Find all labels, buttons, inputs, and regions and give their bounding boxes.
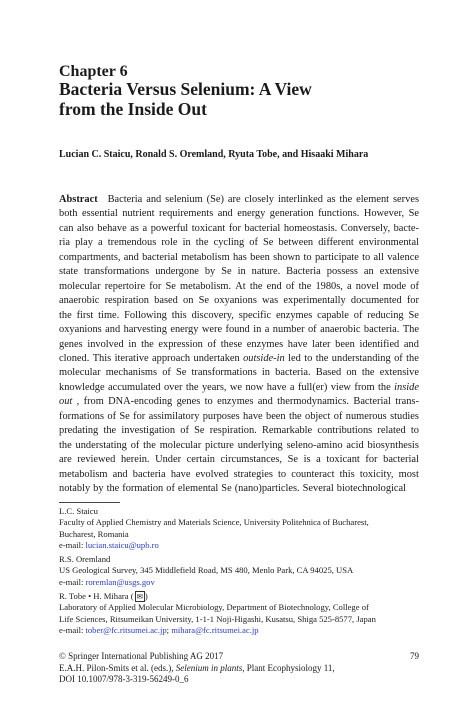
affiliation-line: Bucharest, Romania xyxy=(59,528,129,539)
abstract-line: ria play a tremendous role in the cycling of Se between different environmental xyxy=(59,237,419,249)
page-footer xyxy=(59,651,419,686)
affiliation-name: R. Tobe • H. Mihara xyxy=(59,591,129,601)
abstract-line: compartments, and bacterial metabolism has been shown to participate to all valence xyxy=(59,251,419,263)
affiliation-tobe-mihara xyxy=(59,591,439,637)
abstract-line: cloned. This iterative approach undertaken outside-in led to the understanding of the xyxy=(59,352,419,364)
abstract-line: notably by the formation of elemental Se (nano)particles. Several biotechnological xyxy=(59,483,407,495)
abstract-line: knowledge accumulated over the years, we now have a full(er) view from the inside xyxy=(59,381,419,393)
abstract-heading: Abstract xyxy=(59,194,98,205)
email-link[interactable]: lucian.staicu@upb.ro xyxy=(85,540,159,551)
abstract-line: metabolism and bacteria have evolved strategies to counteract this toxicity, most xyxy=(59,468,419,480)
abstract-line: anaerobic respiration based on Se oxyanions was experimentally documented for xyxy=(59,295,419,307)
affiliation-line: Faculty of Applied Chemistry and Materials Science, University Politehnica of Bucharest, xyxy=(59,517,369,528)
abstract-line: oxyanions and harvesting energy were found in a number of anaerobic bacteria. The xyxy=(59,324,419,336)
footer-row xyxy=(59,651,419,663)
email-line xyxy=(59,540,439,551)
abstract-line: can also behave as a powerful toxicant for bacterial homeostasis. Conversely, bacte- xyxy=(59,222,419,234)
affiliation-name: L.C. Staicu xyxy=(59,506,98,516)
email-link[interactable]: mihara@fc.ritsumei.ac.jp xyxy=(171,625,259,636)
title-line: from the Inside Out xyxy=(59,99,207,119)
copyright: © Springer International Publishing AG 2017 xyxy=(59,651,224,661)
email-label: e-mail: xyxy=(59,625,84,636)
citation-prefix: E.A.H. Pilon-Smits et al. (eds.), xyxy=(59,662,174,673)
abstract-line: molecular mechanisms of Se transformations in bacteria. Based on the extensive xyxy=(59,367,419,379)
email-label: e-mail: xyxy=(59,540,84,551)
affiliation-staicu xyxy=(59,506,439,552)
abstract-line: the first time. Following this discovery, specific enzymes capable of reducing Se xyxy=(59,309,419,321)
abstract-line: state transformations undergone by Se in nature. Bacteria possess an extensive xyxy=(59,266,419,278)
abstract-line: out , from DNA-encoding genes to enzymes and thermodynamics. Bacterial trans- xyxy=(59,396,419,408)
footnote-rule xyxy=(59,502,120,503)
abstract-line: genes involved in the expression of these enzymes have later been identified and xyxy=(59,338,419,350)
abstract-line: the understating of the molecular picture underlying seleno-amino acid biosynthesis xyxy=(59,439,419,451)
chapter-label: Chapter 6 xyxy=(59,63,128,80)
affiliation-line: Life Sciences, Ritsumeikan University, 1-1-1 Noji-Higashi, Kusatsu, Shiga 525-8577, Japan xyxy=(59,613,376,624)
abstract-line: formations of Se for assimilatory purposes have been the object of numerous studies xyxy=(59,410,419,422)
abstract-line: molecular repertoire for Se metabolism. At the end of the 1980s, a novel mode of xyxy=(59,280,419,292)
abstract-line: predating the investigation of Se respiration. Remarkable contributions related to xyxy=(59,425,419,437)
affiliation-line: Laboratory of Applied Molecular Microbiology, Department of Biotechnology, College of xyxy=(59,602,369,613)
email-line: e-mail: tober@fc.ritsumei.ac.jp; mihara@fc.ritsumei.ac.jp xyxy=(59,625,259,636)
email-link[interactable]: tober@fc.ritsumei.ac.jp xyxy=(85,625,167,636)
email-link[interactable]: roremlan@usgs.gov xyxy=(85,576,155,587)
title-line: Bacteria Versus Selenium: A View xyxy=(59,79,312,99)
abstract xyxy=(59,193,419,497)
affiliation-line: US Geological Survey, 345 Middlefield Road, MS 480, Menlo Park, CA 94025, USA xyxy=(59,565,354,576)
citation-book: Selenium in plants xyxy=(175,662,243,673)
abstract-line: are reviewed herein. Under certain circumstances, Se is a toxicant for bacterial xyxy=(59,454,419,466)
citation-suffix: , Plant Ecophysiology 11, xyxy=(242,662,335,673)
affiliation-name: R.S. Oremland xyxy=(59,554,111,564)
affiliation-name-row: R. Tobe • H. Mihara ( ✉ ) xyxy=(59,591,148,601)
chapter-title xyxy=(59,79,459,119)
abstract-line: Abstract Bacteria and selenium (Se) are closely interlinked as the element serves xyxy=(59,193,419,207)
page-number: 79 xyxy=(410,651,419,661)
author-list: Lucian C. Staicu, Ronald S. Oremland, Ryuta Tobe, and Hisaaki Mihara xyxy=(59,149,369,160)
doi: DOI 10.1007/978-3-319-56249-0_6 xyxy=(59,674,189,684)
abstract-line: both essential nutrient requirements and energy generation functions. However, Se xyxy=(59,208,419,220)
email-line xyxy=(59,577,439,588)
envelope-icon: ✉ xyxy=(136,592,143,601)
citation xyxy=(59,663,419,675)
affiliation-oremland xyxy=(59,554,439,588)
email-label: e-mail: xyxy=(59,576,84,587)
